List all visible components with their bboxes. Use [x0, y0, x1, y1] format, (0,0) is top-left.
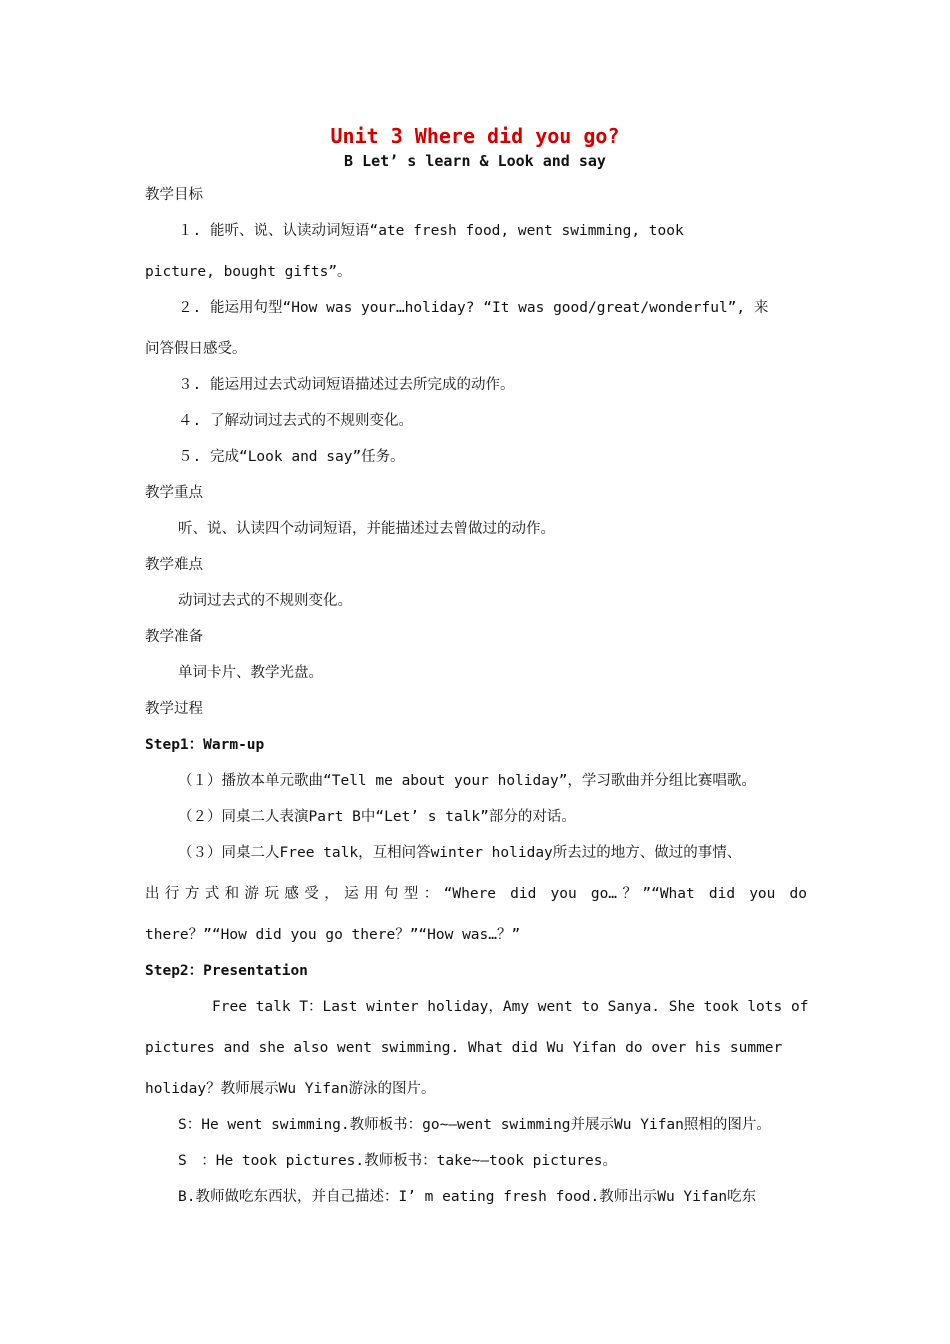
- step2-para-line-d: S：He went swimming.教师板书：go~—went swimming并展示Wu Yifan照相的图片。: [178, 1117, 771, 1133]
- objective-4: ４. 了解动词过去式的不规则变化。: [178, 413, 413, 429]
- difficult-points-text: 动词过去式的不规则变化。: [178, 593, 352, 609]
- objectives-heading: 教学目标: [145, 187, 203, 203]
- step1-item-2: （２）同桌二人表演Part B中“Let’ s talk”部分的对话。: [178, 809, 576, 825]
- step1-heading: Step1：Warm-up: [145, 737, 265, 753]
- objective-1-line-a: １. 能听、说、认读动词短语“ate fresh food, went swimming, took: [178, 223, 684, 239]
- step1-item-3-line-c: there？”“How did you go there？”“How was…？”: [145, 927, 521, 943]
- difficult-points-heading: 教学难点: [145, 557, 203, 573]
- key-points-heading: 教学重点: [145, 485, 203, 501]
- step1-item-3-line-a: （３）同桌二人Free talk，互相问答winter holiday所去过的地方、做过的事情、: [178, 845, 742, 861]
- preparation-heading: 教学准备: [145, 629, 203, 645]
- objective-1-line-b: picture, bought gifts”。: [145, 264, 352, 280]
- step2-para-line-e: S ：He took pictures.教师板书：take~—took pictures。: [178, 1153, 617, 1169]
- step2-para-line-f: B.教师做吃东西状，并自己描述：I’ m eating fresh food.教师出示Wu Yifan吃东: [178, 1189, 757, 1205]
- step1-item-1: （１）播放本单元歌曲“Tell me about your holiday”，学习歌曲并分组比赛唱歌。: [178, 773, 756, 789]
- document-subtitle: B Let’ s learn & Look and say: [344, 152, 606, 170]
- document-title: Unit 3 Where did you go?: [330, 124, 620, 148]
- step1-item-3-line-b: 出行方式和游玩感受，运用句型：“Where did you go…？”“What did you do: [145, 886, 807, 902]
- key-points-text: 听、说、认读四个动词短语，并能描述过去曾做过的动作。: [178, 521, 555, 537]
- objective-3: ３. 能运用过去式动词短语描述过去所完成的动作。: [178, 377, 515, 393]
- preparation-text: 单词卡片、教学光盘。: [178, 665, 323, 681]
- step2-para-line-c: holiday？教师展示Wu Yifan游泳的图片。: [145, 1081, 436, 1097]
- step2-heading: Step2：Presentation: [145, 963, 308, 979]
- step2-para-line-a: Free talk T：Last winter holiday，Amy went to Sanya. She took lots of: [212, 999, 809, 1015]
- objective-5: ５. 完成“Look and say”任务。: [178, 449, 405, 465]
- process-heading: 教学过程: [145, 701, 203, 717]
- step2-para-line-b: pictures and she also went swimming. What did Wu Yifan do over his summer: [145, 1040, 783, 1056]
- objective-2-line-a: ２. 能运用句型“How was your…holiday? “It was good/great/wonderful”, 来: [178, 300, 769, 316]
- objective-2-line-b: 问答假日感受。: [145, 341, 247, 357]
